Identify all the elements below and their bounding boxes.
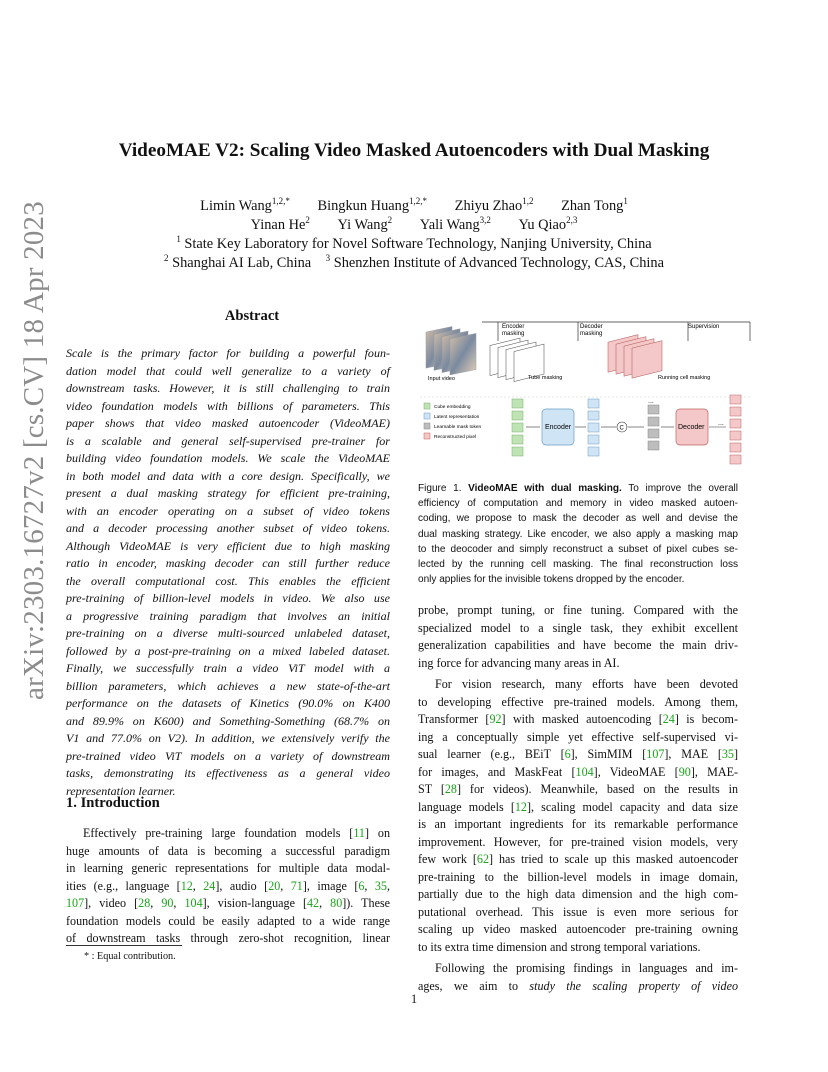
reconstructed-pixels [730, 395, 741, 464]
abstract-line: Although VideoMAE is very efficient due to high masking [66, 538, 390, 553]
text-line: Effectively pre-training large foundation models [11] on [83, 826, 390, 840]
svg-text:Reconstructed pixel: Reconstructed pixel [434, 435, 477, 440]
svg-text:masking: masking [580, 331, 603, 337]
abstract-line: with an encoder operating on a subset of video tokens [66, 503, 390, 518]
author: Bingkun Huang$^{1,2,*}$ [317, 196, 428, 214]
right-column-text [418, 602, 738, 995]
text-line: ities (e.g., language [12, 24], audio [20, 71], image [6, 35, [66, 878, 390, 893]
abstract-line: pre-training on a diverse multi-sourced unlabeled dataset, [66, 626, 390, 640]
abstract-line: downstream tasks. However, it is still challenging to train [66, 381, 390, 395]
author: Zhiyu Zhao$^{1,2}$ [454, 196, 534, 214]
abstract-line: present a dual masking strategy for efficient pre-training, [66, 486, 390, 500]
text-line: of downstream tasks through zero-shot recognition, linear [66, 931, 390, 945]
figure-legend [424, 403, 482, 440]
citation-link[interactable]: 35 [374, 878, 387, 893]
text-line: specialized model to a single task, they exhibit excellent [418, 620, 738, 635]
abstract-line: tasks, demonstrating its effectiveness as a general video [66, 766, 390, 780]
svg-text:...: ... [718, 420, 724, 427]
text-line: language models [12], scaling model capacity and data size [418, 799, 738, 814]
svg-text:...: ... [648, 398, 654, 405]
abstract-line: video foundation models with billions of parameters. This [66, 398, 390, 413]
citation-link[interactable]: 107 [646, 747, 665, 761]
text-line: to its extra time dimension and strong temporal variations. [418, 939, 701, 954]
citation-link[interactable]: 11 [353, 826, 365, 840]
citation-link[interactable]: 80 [330, 896, 343, 910]
legend-swatch [424, 403, 430, 409]
affiliation-2-3: $^2$ Shanghai AI Lab, China $^3$ Shenzhen Institute of Advanced Technology, CAS, China [163, 253, 665, 271]
latent-tokens [588, 399, 599, 456]
abstract-line: pre-trained video ViT models on a variety of downstream [66, 748, 390, 763]
page-number: 1 [410, 992, 418, 1006]
text-line: ages, we aim to study the scaling property of video [418, 978, 738, 993]
caption-line: coding, we propose to mask the decoder as well and devise the [418, 513, 738, 525]
decoder-label: Decoder [678, 424, 705, 431]
caption-line: dual masking strategy. Like encoder, we also apply a masking map [418, 528, 738, 540]
citation-link[interactable]: 90 [678, 764, 691, 779]
section-heading-introduction: 1. Introduction [66, 795, 160, 811]
svg-text:Learnable mask token: Learnable mask token [434, 425, 482, 430]
caption-line: only applies for the invisible tokens dropped by the encoder. [418, 574, 685, 586]
abstract-line: ratio in encoder, masking decoder can still further reduce [66, 556, 390, 570]
text-line: ing force for advancing many areas in AI. [418, 655, 620, 670]
author: Yinan He$^2$ [250, 215, 310, 233]
citation-link[interactable]: 107 [66, 896, 85, 910]
citation-link[interactable]: 28 [138, 896, 151, 910]
label-decoder-masking: Decoder [580, 324, 603, 330]
text-line: probe, prompt tuning, or fine tuning. Compared with the [418, 603, 738, 617]
author: Limin Wang$^{1,2,*}$ [200, 196, 290, 214]
text-line: generalization capabilities and have become the main driv- [418, 638, 738, 652]
citation-link[interactable]: 62 [476, 852, 489, 866]
label-running-cell-masking: Running cell masking [658, 375, 711, 381]
author-line-2 [0, 215, 828, 234]
affiliation-1: $^1$ State Key Laboratory for Novel Software Technology, Nanjing University, China [176, 234, 652, 252]
svg-text:Cube embedding: Cube embedding [434, 405, 471, 410]
label-encoder-masking: Encoder [502, 324, 525, 330]
author-line-1 [0, 196, 828, 215]
legend-swatch [424, 433, 430, 439]
citation-link[interactable]: 24 [662, 712, 675, 726]
caption-line: Figure 1. VideoMAE with dual masking. To improve the overall [418, 483, 738, 494]
citation-link[interactable]: 104 [575, 764, 594, 779]
citation-link[interactable]: 71 [290, 878, 303, 893]
abstract-line: representation learner. [66, 783, 176, 798]
svg-text:C: C [619, 425, 624, 432]
abstract-line: dation model that could well generalize to a variety of [66, 363, 390, 378]
citation-link[interactable]: 24 [203, 878, 216, 893]
abstract-line: in both model and data with a core design. Specifically, we [66, 468, 390, 483]
text-line: Following the promising findings in languages and im- [435, 961, 738, 975]
svg-text:masking: masking [502, 331, 525, 337]
abstract-line: billion parameters, which achieves a new state-of-the-art [66, 678, 390, 693]
abstract-line: Scale is the primary factor for building a powerful foun- [66, 346, 390, 360]
text-line: huge amounts of data is becoming a successful paradigm [66, 843, 390, 858]
svg-text:Latent representation: Latent representation [434, 415, 480, 420]
text-line: in learning generic representations for multiple data modal- [66, 861, 390, 875]
author: Yali Wang$^{3,2}$ [419, 215, 491, 233]
text-line: ing a conceptually simple yet effective self-supervised vi- [418, 729, 738, 744]
text-line: putational overhead. This issue is even more serious for [418, 904, 738, 919]
text-line: for images, and MaskFeat [104], VideoMAE [90], MAE- [418, 764, 739, 779]
figure-caption [418, 481, 738, 587]
figure-1 [412, 315, 758, 473]
citation-link[interactable]: 20 [268, 878, 281, 893]
caption-line: to the deocoder and simply reconstruct a subset of pixel cubes se- [418, 543, 738, 555]
paper-title: VideoMAE V2: Scaling Video Masked Autoencoders with Dual Masking [118, 140, 710, 161]
text-line: improvement. However, for pre-trained vision models, very [418, 834, 738, 849]
text-line: Transformer [92] with masked autoencoding [24] is becom- [418, 712, 738, 726]
abstract-line: followed by a post-pre-training on a mixed labeled dataset. [66, 643, 390, 658]
abstract-line: Finally, we successfully train a video ViT model with a [66, 661, 390, 675]
citation-link[interactable]: 6 [564, 747, 571, 761]
arxiv-stamp: arXiv:2303.16727v2 [cs.CV] 18 Apr 2023 [18, 201, 50, 700]
abstract-line: paper shows that video masked autoencoder (VideoMAE) [66, 416, 390, 430]
caption-line: efficiency of computation and memory in video masked autoen- [418, 498, 738, 510]
abstract-text [66, 345, 390, 800]
author: Zhan Tong$^1$ [561, 196, 628, 214]
abstract-line: and a decoder processing another subset of video tokens. [66, 521, 390, 535]
citation-link[interactable]: 28 [444, 782, 457, 796]
label-tube-masking: Tube masking [528, 375, 563, 381]
abstract-line: pre-training of billion-level models in video. We also use [66, 591, 390, 605]
text-line: scaling up video masked autoencoder pre-training owning [418, 922, 738, 936]
citation-link[interactable]: 12 [514, 799, 527, 814]
citation-link[interactable]: 12 [180, 878, 193, 893]
citation-link[interactable]: 90 [161, 896, 174, 910]
citation-link[interactable]: 104 [184, 896, 203, 910]
citation-link[interactable]: 6 [358, 878, 365, 893]
label-input-video: Input video [428, 376, 455, 382]
label-supervision: Supervision [688, 324, 720, 330]
decoder-masking-grid [608, 335, 662, 378]
text-line: ST [28] for videos). Meanwhile, based on the results in [418, 782, 738, 796]
abstract-line: is a scalable and general self-supervised pre-trainer for [66, 433, 390, 448]
citation-link[interactable]: 42 [307, 896, 320, 910]
author: Yi Wang$^2$ [337, 215, 393, 233]
text-line: For vision research, many efforts have been devoted [435, 677, 738, 691]
text-line: is an important ingredients for its remarkable performance [418, 817, 738, 831]
citation-link[interactable]: 92 [489, 712, 502, 726]
caption-line: lected by the running cell masking. The final reconstruction loss [418, 558, 738, 570]
text-line: sual learner (e.g., BEiT [6], SimMIM [107], MAE [35] [418, 747, 738, 761]
encoder-label: Encoder [545, 424, 572, 431]
abstract-line: and 89.9% on K600) and Something-Something (68.7% on [66, 713, 390, 728]
input-video-frames [426, 326, 476, 374]
text-line: to developing effective pre-trained models. Among them, [418, 694, 738, 709]
abstract-heading: Abstract [224, 308, 280, 324]
text-line: few work [62] has tried to scale up this masked autoencoder [418, 852, 738, 866]
footnote: * : Equal contribution. [84, 951, 176, 962]
citation-link[interactable]: 35 [721, 747, 734, 761]
text-line: partially due to the high data dimension and the high com- [418, 887, 738, 901]
dual-masking-diagram [412, 315, 758, 473]
legend-swatch [424, 413, 430, 419]
abstract-line: the overall computational cost. This enables the efficient [66, 573, 390, 588]
abstract-line: a progressive training paradigm that involves an initial [66, 608, 390, 623]
text-line: foundation models could be easily adapted to a wide range [66, 913, 390, 928]
footnote-divider [66, 945, 182, 946]
mask-tokens [648, 405, 659, 450]
abstract-line: performance on the datasets of Kinetics (90.0% on K400 [66, 696, 390, 710]
abstract-line: V1 and 77.0% on V2). In addition, we extensively verify the [66, 731, 390, 745]
cube-embedding-tokens [512, 399, 523, 456]
legend-swatch [424, 423, 430, 429]
text-line: pre-training to the billion-level models in image domain, [418, 869, 738, 884]
text-line: 107], video [28, 90, 104], vision-language [42, 80]). These [66, 896, 391, 910]
author: Yu Qiao$^{2,3}$ [518, 215, 578, 233]
intro-text [66, 825, 390, 948]
abstract-line: building video foundation models. We scale the VideoMAE [66, 451, 390, 465]
